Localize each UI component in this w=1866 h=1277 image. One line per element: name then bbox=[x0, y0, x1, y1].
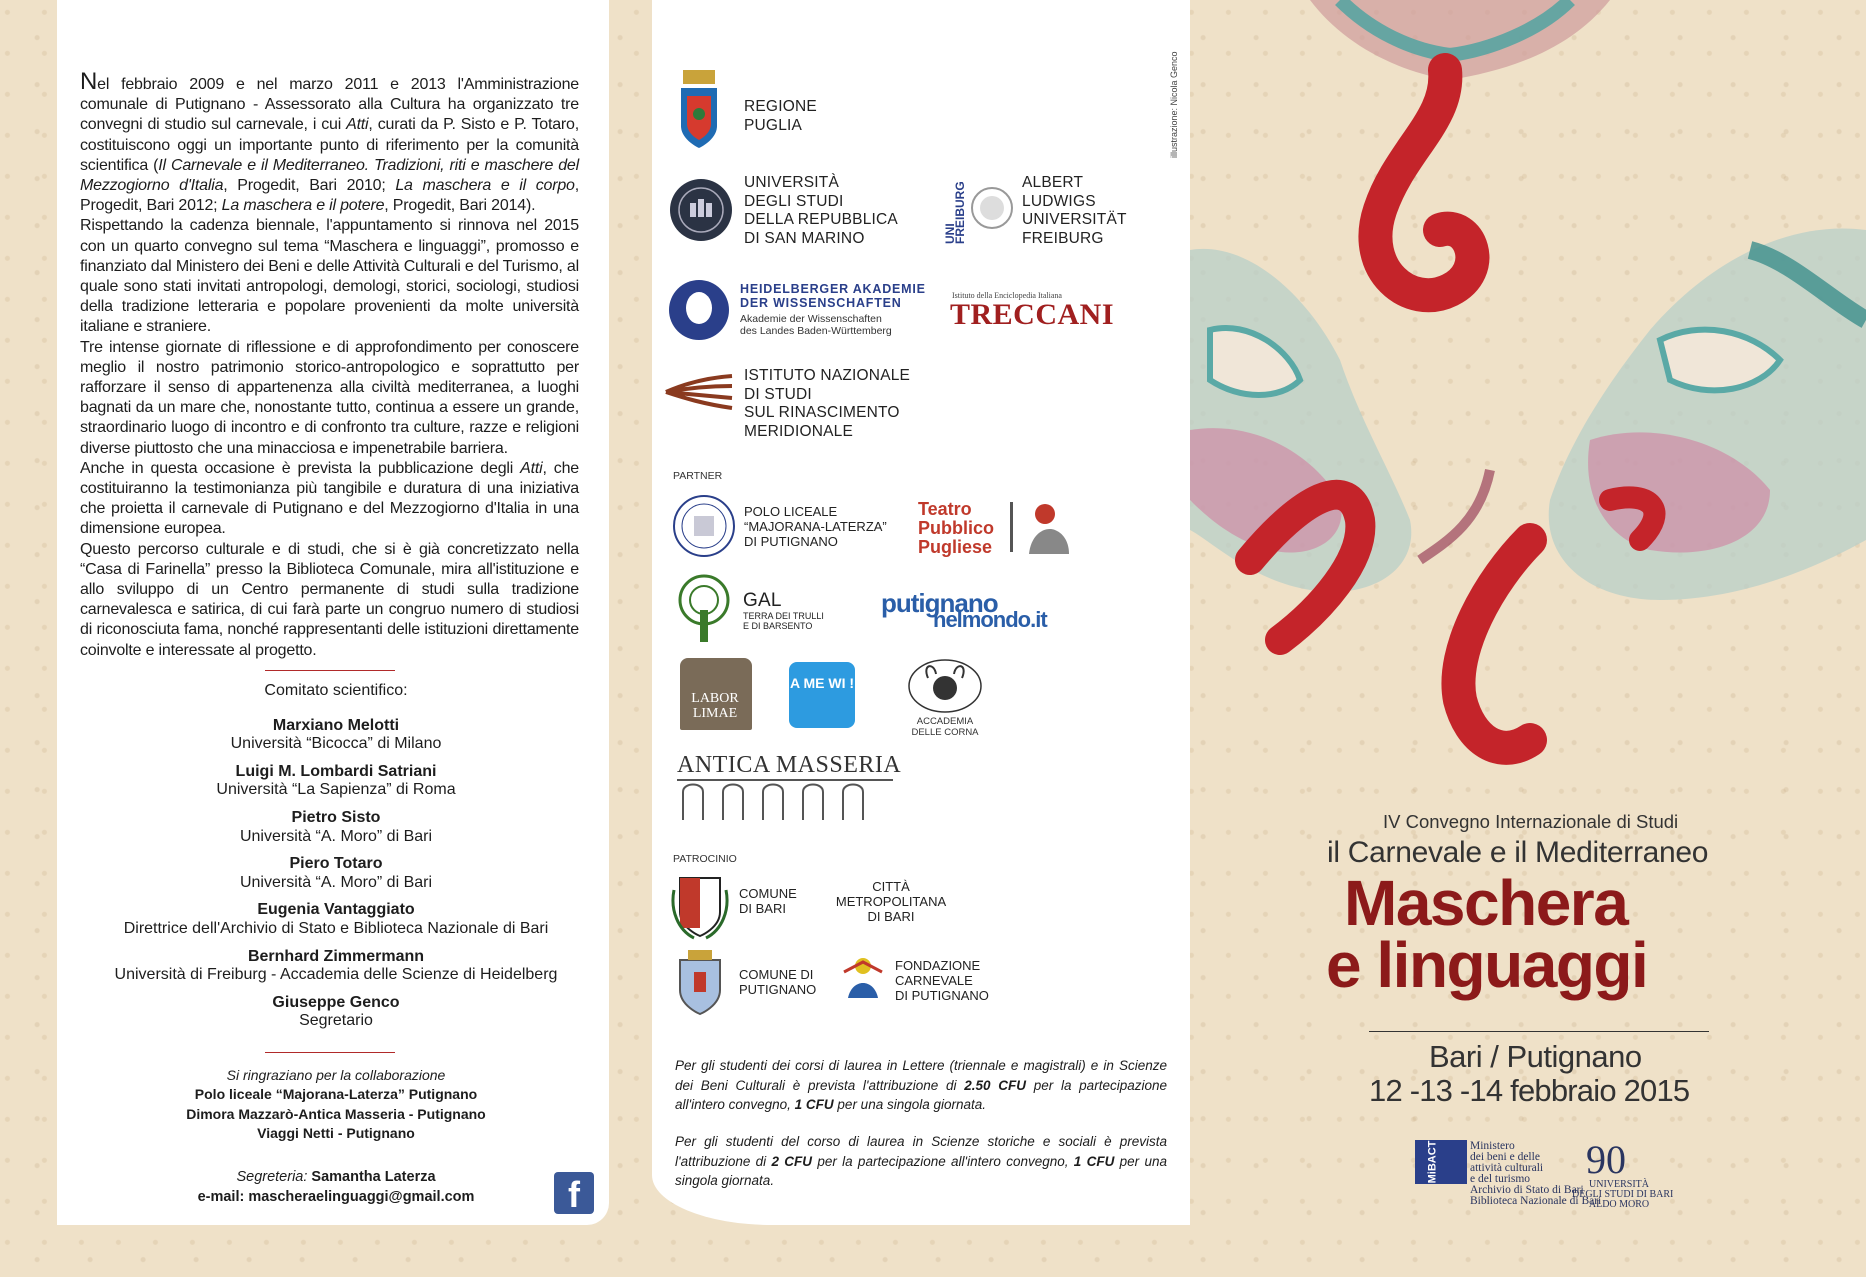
uniba-label: UNIVERSITÀ DEGLI STUDI DI BARI ALDO MORO bbox=[1572, 1179, 1674, 1210]
cfu-info-1 bbox=[675, 1056, 1167, 1115]
heidelberg-subtitle: Akademie der Wissenschaften des Landes Baden-Württemberg bbox=[740, 313, 892, 337]
secretariat-email[interactable]: e-mail: mascheraelinguaggi@gmail.com bbox=[197, 1188, 475, 1205]
istituto-label: ISTITUTO NAZIONALE DI STUDI SUL RINASCIMENTO MERIDIONALE bbox=[744, 367, 911, 440]
thanks-line: Viaggi Netti - Putignano bbox=[257, 1125, 415, 1142]
divider bbox=[265, 1052, 395, 1053]
citta-metropolitana-label: CITTÀ METROPOLITANA DI BARI bbox=[835, 879, 947, 924]
heidelberg-minerva-icon bbox=[668, 278, 730, 342]
conference-series-title: il Carnevale e il Mediterraneo bbox=[1327, 836, 1709, 869]
uni-freiburg-logo bbox=[945, 172, 965, 244]
putignano-mondo-text: putignano bbox=[881, 588, 998, 618]
conference-place: Bari / Putignano bbox=[1429, 1039, 1642, 1074]
intro-text-span: , curati da P. Sisto e P. Totaro, costituiscono oggi un importante punto di riferimento per la comunità scientifica ( bbox=[80, 116, 579, 174]
freiburg-seal-icon bbox=[970, 172, 1014, 244]
accademia-label: ACCADEMIA DELLE CORNA bbox=[911, 716, 979, 738]
book-title: La maschera e il potere bbox=[221, 197, 385, 215]
uniba-90-label: 90 bbox=[1586, 1137, 1626, 1182]
gal-subtitle: TERRA DEI TRULLI E DI BARSENTO bbox=[743, 611, 824, 631]
teatro-mask-icon bbox=[1025, 500, 1073, 554]
intro-paragraph-2: Rispettando la cadenza biennale, l'appuntamento si rinnova nel 2015 con un quarto convegno sul tema “Maschera e linguaggi”, promosso e finanziato dal Ministero dei Beni e delle Attività Culturali e del Turismo, al quale sono stati invitati antropologi, demologi, storici, sociologi, studiosi della tradizione letteraria e popolare provenienti da molte università italiane e straniere. bbox=[80, 217, 579, 336]
amewi-label: A ME WI ! bbox=[789, 675, 855, 691]
member-affiliation: Università “Bicocca” di Milano bbox=[230, 735, 442, 753]
divider bbox=[1010, 502, 1013, 552]
facebook-icon[interactable]: f bbox=[554, 1172, 594, 1214]
putignano-nel-mondo-logo bbox=[881, 588, 1047, 633]
conference-title bbox=[1326, 867, 1766, 1001]
uni-freiburg-mark: UNI FREIBURG bbox=[943, 181, 967, 244]
comune-bari-crest-icon bbox=[670, 870, 730, 940]
member-affiliation: Università di Freiburg - Accademia delle Scienze di Heidelberg bbox=[114, 966, 558, 984]
istituto-feather-icon bbox=[664, 374, 734, 410]
acknowledgements bbox=[60, 1066, 612, 1144]
polo-liceale-label: POLO LICEALE “MAJORANA-LATERZA” DI PUTIGNANO bbox=[744, 504, 887, 549]
heidelberg-title: HEIDELBERGER AKADEMIE DER WISSENSCHAFTEN bbox=[740, 282, 926, 310]
intro-text-span: Anche in questa occasione è prevista la pubblicazione degli bbox=[80, 459, 521, 477]
cfu-text: per una singola giornata. bbox=[675, 1153, 1167, 1188]
regione-puglia-label: REGIONE PUGLIA bbox=[744, 98, 817, 134]
antica-masseria-logo: ANTICA MASSERIA bbox=[677, 752, 902, 778]
cfu-text: Per gli studenti dei corsi di laurea in Lettere (triennale e magistrali) e in Scienze dei Beni Culturali è prevista l'attribuzione di bbox=[675, 1058, 1167, 1093]
divider bbox=[265, 670, 395, 671]
antica-masseria-arches-icon bbox=[677, 776, 893, 820]
intro-text bbox=[80, 68, 579, 661]
fondazione-carnevale-label: FONDAZIONE CARNEVALE DI PUTIGNANO bbox=[895, 958, 989, 1003]
gal-tree-icon bbox=[668, 574, 740, 644]
comune-putignano-label: COMUNE DI PUTIGNANO bbox=[739, 967, 817, 997]
accademia-corna-icon bbox=[906, 656, 984, 714]
putignano-mondo-text-2: nelmondo.it bbox=[933, 607, 1047, 632]
intro-paragraph-4 bbox=[80, 459, 579, 540]
member-affiliation: Università “A. Moro” di Bari bbox=[239, 827, 433, 845]
mibact-logo bbox=[1415, 1140, 1467, 1184]
member-name: Marxiano Melotti bbox=[272, 716, 400, 734]
member-name: Luigi M. Lombardi Satriani bbox=[235, 762, 437, 780]
conference-subtitle: IV Convegno Internazionale di Studi bbox=[1383, 811, 1679, 832]
intro-paragraph-3: Tre intense giornate di riflessione e di approfondimento per conoscere meglio il nostro patrimonio storico-antropologico e soprattutto per rafforzare il senso di appartenenza alla civiltà mediterranea, a luoghi bagnati da un mare che, nonostante tutto, continua a essere un grande, straordinario luogo di incontro e di confronto tra culture, razze e religioni diverse piuttosto che una minacciosa e impenetrabile barriera. bbox=[80, 338, 579, 457]
cfu-text: per la partecipazione all'intero convegno, bbox=[812, 1153, 1074, 1169]
book-title: Il Carnevale e il Mediterraneo. Tradizioni, riti e maschere del Mezzogiorno d'Italia bbox=[80, 156, 579, 195]
title-line-1: Maschera bbox=[1344, 867, 1628, 939]
fondazione-carnevale-jester-icon bbox=[838, 952, 888, 1002]
member-affiliation: Università “A. Moro” di Bari bbox=[239, 873, 433, 891]
teatro-label: Teatro Pubblico Pugliese bbox=[918, 499, 994, 557]
secretariat-name: Samantha Laterza bbox=[311, 1169, 436, 1185]
cfu-bold: 1 CFU bbox=[794, 1097, 834, 1112]
san-marino-seal-icon bbox=[668, 177, 734, 243]
amewi-logo bbox=[789, 662, 855, 728]
title-line-2: e linguaggi bbox=[1326, 929, 1648, 1001]
polo-liceale-seal-icon bbox=[672, 494, 736, 558]
labor-limae-label: LABOR LIMAE bbox=[691, 691, 739, 721]
treccani-logo: TRECCANI bbox=[950, 298, 1115, 331]
comune-putignano-crest-icon bbox=[674, 950, 726, 1016]
comune-bari-label: COMUNE DI BARI bbox=[739, 886, 797, 916]
intro-text-span: , Progedit, Bari 2014). bbox=[384, 197, 536, 215]
cfu-bold: 1 CFU bbox=[1073, 1153, 1115, 1169]
intro-text-span: el febbraio 2009 e nel marzo 2011 e 2013 l'Amministrazione comunale di Putignano - Assessorato alla Cultura ha organizzato tre convegni di studio sul carnevale, i cui bbox=[80, 76, 579, 134]
cfu-text: Per gli studenti del corso di laurea in Scienze storiche e sociali è prevista l'attribuzione di bbox=[675, 1134, 1167, 1169]
cfu-info-2 bbox=[675, 1132, 1167, 1191]
secretariat bbox=[60, 1168, 612, 1207]
treccani-subtitle: Istituto della Enciclopedia Italiana bbox=[952, 291, 1062, 300]
regione-puglia-crest-icon bbox=[677, 70, 721, 150]
illustration-credit: illustrazione: Nicola Genco bbox=[1169, 51, 1179, 158]
san-marino-label: UNIVERSITÀ DEGLI STUDI DELLA REPUBBLICA DI SAN MARINO bbox=[744, 174, 898, 247]
book-title: La maschera e il corpo bbox=[395, 177, 575, 195]
intro-paragraph-5: Questo percorso culturale e di studi, che si è già concretizzato nella “Casa di Farinella” presso la Biblioteca Comunale, mira all'istituzione e allo sviluppo di un Centro permanente di studi sulla tradizione carnevalesca e satirica, di cui farà parte un congruo numero di studiosi di riconosciuta fama, nonché rappresentanti delle istituzioni direttamente coinvolte e interessate al progetto. bbox=[80, 540, 579, 659]
member-affiliation: Università “La Sapienza” di Roma bbox=[216, 781, 456, 799]
intro-italic: Atti bbox=[520, 459, 543, 477]
member-name: Giuseppe Genco bbox=[272, 993, 400, 1011]
dropcap: N bbox=[80, 68, 98, 95]
member-name: Bernhard Zimmermann bbox=[247, 947, 425, 965]
member-name: Pietro Sisto bbox=[291, 808, 381, 826]
intro-text-span: , che costituiranno la testimonianza più tangibile e duratura di una iniziativa che proietta il carnevale di Putignano e del Mezzogiorno d'Italia in una dimensione europea. bbox=[80, 459, 579, 538]
intro-text-span: , Progedit, Bari 2012; bbox=[80, 177, 579, 215]
cfu-text: per una singola giornata. bbox=[833, 1097, 987, 1112]
conference-date: 12 -13 -14 febbraio 2015 bbox=[1369, 1073, 1690, 1108]
gal-label: GAL bbox=[743, 590, 782, 611]
thanks-line: Dimora Mazzarò-Antica Masseria - Putignano bbox=[186, 1105, 486, 1122]
patrocinio-heading: PATROCINIO bbox=[673, 853, 737, 865]
committee-heading: Comitato scientifico: bbox=[264, 682, 408, 699]
cfu-text: per la partecipazione all'intero convegno, bbox=[675, 1077, 1167, 1112]
secretariat-label: Segreteria: bbox=[236, 1169, 308, 1185]
partner-heading: PARTNER bbox=[673, 470, 723, 482]
thanks-line: Polo liceale “Majorana-Laterza” Putignano bbox=[194, 1086, 478, 1103]
cfu-bold: 2.50 CFU bbox=[964, 1077, 1026, 1093]
uniba-90-logo bbox=[1586, 1136, 1654, 1180]
intro-text-span: , Progedit, Bari 2010; bbox=[223, 177, 396, 195]
teatro-pubblico-pugliese-logo bbox=[918, 500, 994, 557]
thanks-intro: Si ringraziano per la collaborazione bbox=[226, 1067, 446, 1083]
member-affiliation: Direttrice dell'Archivio di Stato e Biblioteca Nazionale di Bari bbox=[123, 919, 549, 937]
mibact-label: MiBACT bbox=[1426, 1140, 1439, 1184]
member-name: Eugenia Vantaggiato bbox=[257, 901, 415, 919]
intro-italic: Atti bbox=[346, 116, 369, 134]
member-name: Piero Totaro bbox=[289, 855, 383, 873]
freiburg-label: ALBERT LUDWIGS UNIVERSITÄT FREIBURG bbox=[1022, 174, 1127, 247]
ministero-label: Ministero dei beni e delle attività culturali e del turismo Archivio di Stato di Bari Biblioteca Nazionale di Bari bbox=[1470, 1140, 1602, 1207]
cfu-bold: 2 CFU bbox=[771, 1153, 813, 1169]
committee bbox=[60, 682, 612, 1031]
divider bbox=[1369, 1031, 1709, 1032]
member-affiliation: Segretario bbox=[299, 1012, 373, 1030]
intro-paragraph-1 bbox=[80, 68, 579, 216]
